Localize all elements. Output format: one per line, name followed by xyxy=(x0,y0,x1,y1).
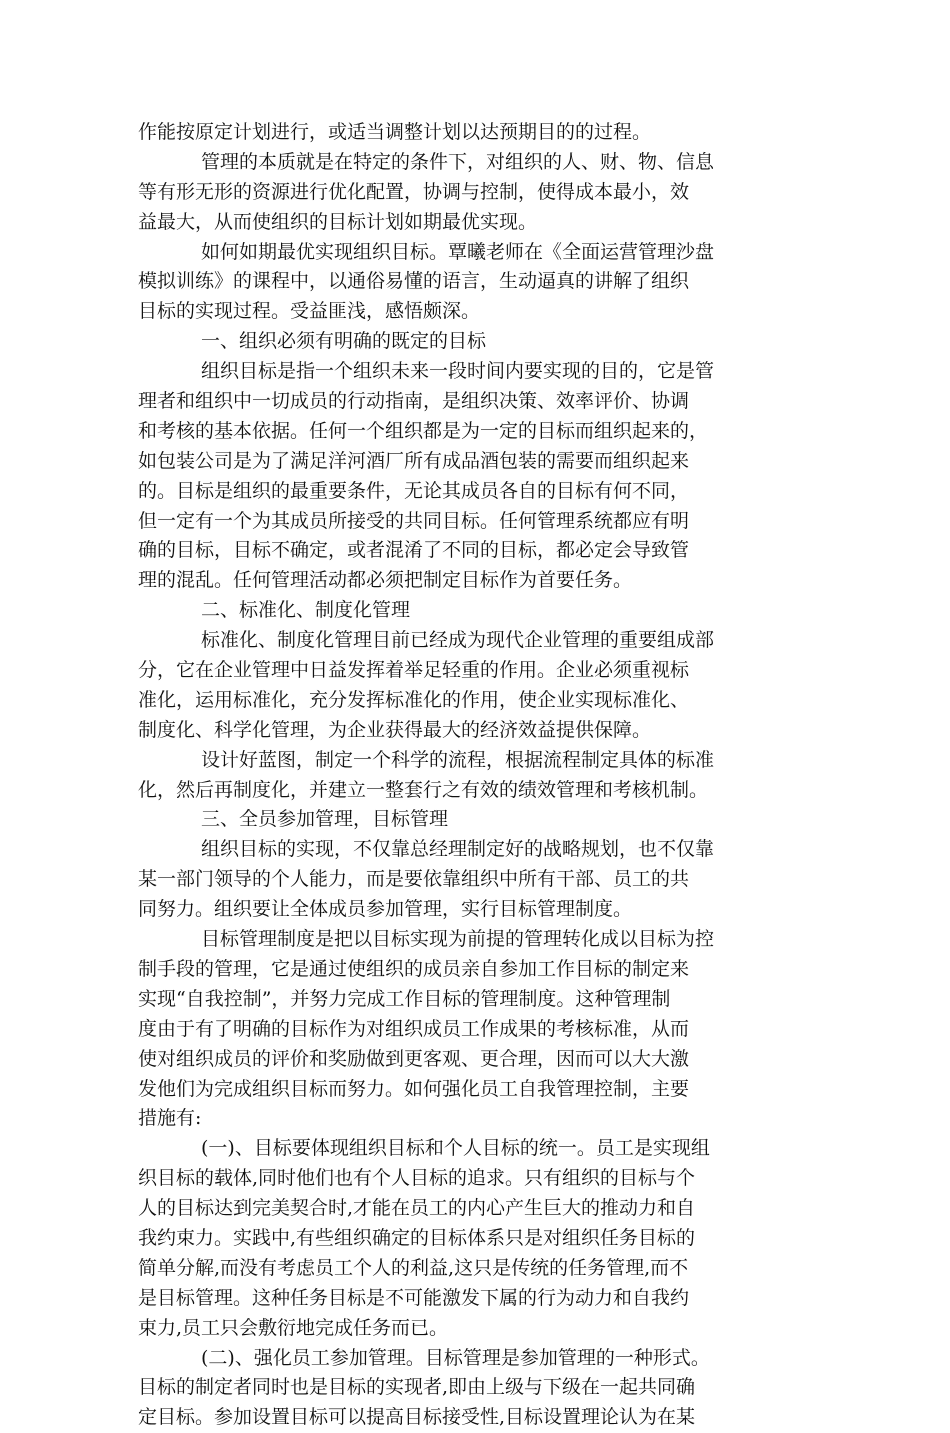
text-line: 人的目标达到完美契合时,才能在员工的内心产生巨大的推动力和自 xyxy=(138,1197,696,1220)
text-line: 分，它在企业管理中日益发挥着举足轻重的作用。企业必须重视标 xyxy=(138,659,690,682)
text-line: 组织目标是指一个组织未来一段时间内要实现的目的，它是管 xyxy=(201,360,715,383)
text-line: (二)、强化员工参加管理。目标管理是参加管理的一种形式。 xyxy=(201,1346,710,1369)
text-line: 某一部门领导的个人能力，而是要依靠组织中所有干部、员工的共 xyxy=(138,868,690,891)
text-line: 定目标。参加设置目标可以提高目标接受性,目标设置理论认为在某 xyxy=(138,1406,696,1429)
text-line: 实现“自我控制”，并努力完成工作目标的管理制度。这种管理制 xyxy=(138,987,671,1010)
text-line: 理者和组织中一切成员的行动指南，是组织决策、效率评价、协调 xyxy=(138,390,690,413)
text-line: 束力,员工只会敷衍地完成任务而已。 xyxy=(138,1316,449,1339)
text-line: 管理的本质就是在特定的条件下，对组织的人、财、物、信息 xyxy=(201,150,715,173)
text-line: 发他们为完成组织目标而努力。如何强化员工自我管理控制，主要 xyxy=(138,1077,690,1100)
text-line: 织目标的载体,同时他们也有个人目标的追求。只有组织的目标与个 xyxy=(138,1167,696,1190)
text-line: 化，然后再制度化，并建立一整套行之有效的绩效管理和考核机制。 xyxy=(138,778,709,801)
text-line: 设计好蓝图，制定一个科学的流程，根据流程制定具体的标准 xyxy=(201,748,715,771)
text-line: 目标的制定者同时也是目标的实现者,即由上级与下级在一起共同确 xyxy=(138,1376,696,1399)
text-line: 使对组织成员的评价和奖励做到更客观、更合理，因而可以大大激 xyxy=(138,1047,690,1070)
text-line: 如包装公司是为了满足洋河酒厂所有成品酒包装的需要而组织起来 xyxy=(138,449,690,472)
text-line: 等有形无形的资源进行优化配置，协调与控制，使得成本最小，效 xyxy=(138,180,690,203)
text-line: 一、组织必须有明确的既定的目标 xyxy=(201,330,487,353)
text-line: 理的混乱。任何管理活动都必须把制定目标作为首要任务。 xyxy=(138,569,633,592)
text-line: 度由于有了明确的目标作为对组织成员工作成果的考核标准，从而 xyxy=(138,1017,690,1040)
text-line: 措施有: xyxy=(138,1107,202,1130)
text-line: 是目标管理。这种任务目标是不可能激发下属的行为动力和自我约 xyxy=(138,1286,690,1309)
text-line: 制手段的管理，它是通过使组织的成员亲自参加工作目标的制定来 xyxy=(138,957,690,980)
text-line: 但一定有一个为其成员所接受的共同目标。任何管理系统都应有明 xyxy=(138,509,690,532)
text-line: 目标管理制度是把以目标实现为前提的管理转化成以目标为控 xyxy=(201,928,715,951)
body-text xyxy=(138,118,818,1433)
text-line: (一)、目标要体现组织目标和个人目标的统一。员工是实现组 xyxy=(201,1137,710,1160)
text-line: 二、标准化、制度化管理 xyxy=(201,599,411,622)
text-line: 组织目标的实现，不仅靠总经理制定好的战略规划，也不仅靠 xyxy=(201,838,715,861)
text-line: 目标的实现过程。受益匪浅，感悟颇深。 xyxy=(138,300,481,323)
text-line: 益最大，从而使组织的目标计划如期最优实现。 xyxy=(138,210,538,233)
text-line: 简单分解,而没有考虑员工个人的利益,这只是传统的任务管理,而不 xyxy=(138,1256,689,1279)
text-line: 确的目标，目标不确定，或者混淆了不同的目标，都必定会导致管 xyxy=(138,539,690,562)
text-line: 的。目标是组织的最重要条件，无论其成员各自的目标有何不同， xyxy=(138,479,690,502)
text-line: 如何如期最优实现组织目标。覃曦老师在《全面运营管理沙盘 xyxy=(201,240,715,263)
text-line: 我约束力。实践中,有些组织确定的目标体系只是对组织任务目标的 xyxy=(138,1226,696,1249)
text-line: 三、全员参加管理，目标管理 xyxy=(201,808,449,831)
text-line: 和考核的基本依据。任何一个组织都是为一定的目标而组织起来的， xyxy=(138,419,709,442)
text-line: 模拟训练》的课程中，以通俗易懂的语言，生动逼真的讲解了组织 xyxy=(138,270,690,293)
text-line: 作能按原定计划进行，或适当调整计划以达预期目的的过程。 xyxy=(138,121,652,143)
text-line: 制度化、科学化管理，为企业获得最大的经济效益提供保障。 xyxy=(138,718,652,741)
text-line: 标准化、制度化管理目前已经成为现代企业管理的重要组成部 xyxy=(201,629,715,652)
text-line: 同努力。组织要让全体成员参加管理，实行目标管理制度。 xyxy=(138,898,633,921)
text-line: 准化，运用标准化，充分发挥标准化的作用，使企业实现标准化、 xyxy=(138,688,690,711)
